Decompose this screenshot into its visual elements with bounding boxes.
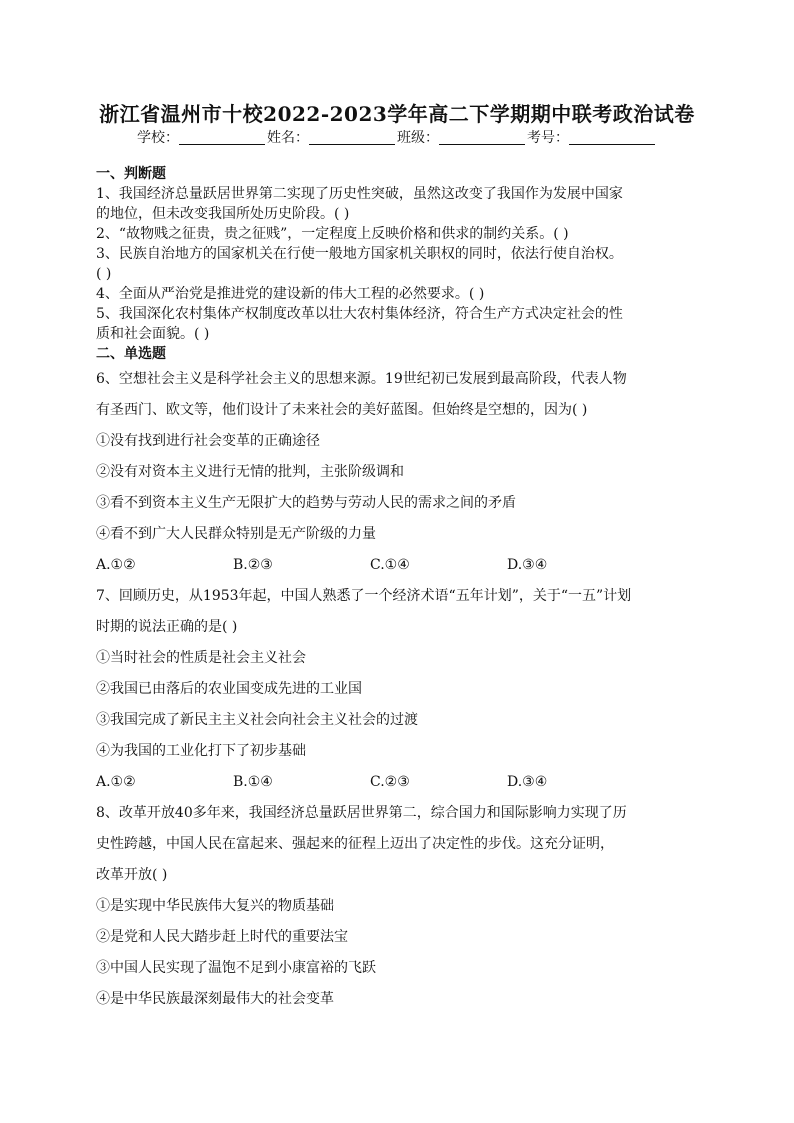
judgement-q4-line1: 4、全面从严治党是推进党的建设新的伟大工程的必然要求。( ) [96,286,485,302]
q6-statement-2: ②没有对资本主义进行无情的批判，主张阶级调和 [96,464,404,480]
class-label: 班级： [397,130,439,146]
q8-statement-2: ②是党和人民大踏步赶上时代的重要法宝 [96,929,348,945]
exam-no-label: 考号： [527,130,569,146]
q7-statement-4: ④为我国的工业化打下了初步基础 [96,743,306,759]
q6-stem-line2: 有圣西门、欧文等，他们设计了未来社会的美好蓝图。但始终是空想的，因为( ) [96,402,588,418]
q6-options [96,550,708,581]
name-label: 姓名： [267,130,309,146]
exam-content [96,164,708,1015]
q8-stem-line1: 8、改革开放40多年来，我国经济总量跃居世界第二，综合国力和国际影响力实现了历 [96,805,627,821]
judgement-q5-line1: 5、我国深化农村集体产权制度改革以壮大农村集体经济，符合生产方式决定社会的性 [96,306,623,322]
q8-statement-3: ③中国人民实现了温饱不足到小康富裕的飞跃 [96,960,376,976]
q6-option-a: A.①② [96,557,136,573]
q6-statement-1: ①没有找到进行社会变革的正确途径 [96,433,320,449]
q7-stem-line2: 时期的说法正确的是( ) [96,619,238,635]
student-info-row [0,127,794,147]
q7-statement-3: ③我国完成了新民主主义社会向社会主义社会的过渡 [96,712,418,728]
judgement-q1-line1: 1、我国经济总量跃居世界第二实现了历史性突破，虽然这改变了我国作为发展中国家 [96,186,623,202]
judgement-q5-line2: 质和社会面貌。( ) [96,326,210,342]
question-6 [96,364,708,581]
judgement-q2-line1: 2、“故物贱之征贵，贵之征贱”，一定程度上反映价格和供求的制约关系。( ) [96,226,569,242]
section-heading-single-choice: 二、单选题 [96,346,166,362]
name-blank [309,130,395,145]
class-blank [439,130,525,145]
q8-stem-line3: 改革开放( ) [96,867,168,883]
q7-statement-1: ①当时社会的性质是社会主义社会 [96,650,306,666]
q7-statement-2: ②我国已由落后的农业国变成先进的工业国 [96,681,362,697]
question-7 [96,581,708,798]
q6-option-b: B.②③ [233,557,273,573]
q7-option-c: C.②③ [370,774,410,790]
q6-stem-line1: 6、空想社会主义是科学社会主义的思想来源。19世纪初已发展到最高阶段，代表人物 [96,371,627,387]
q7-option-a: A.①② [96,774,136,790]
q7-options [96,767,708,798]
judgement-q1-line2: 的地位，但未改变我国所处历史阶段。( ) [96,206,350,222]
q6-statement-3: ③看不到资本主义生产无限扩大的趋势与劳动人民的需求之间的矛盾 [96,495,516,511]
school-blank [179,130,265,145]
exam-title: 浙江省温州市十校2022-2023学年高二下学期期中联考政治试卷 [99,102,695,126]
section-heading-judgement: 一、判断题 [96,166,166,182]
q6-option-d: D.③④ [507,557,548,573]
q8-stem-line2: 史性跨越，中国人民在富起来、强起来的征程上迈出了决定性的步伐。这充分证明， [96,836,614,852]
judgement-questions [96,184,708,344]
q8-statement-1: ①是实现中华民族伟大复兴的物质基础 [96,898,334,914]
q6-option-c: C.①④ [370,557,410,573]
q7-option-b: B.①④ [233,774,273,790]
q8-statement-4: ④是中华民族最深刻最伟大的社会变革 [96,991,334,1007]
exam-no-blank [569,130,655,145]
q6-statement-4: ④看不到广大人民群众特别是无产阶级的力量 [96,526,376,542]
q7-option-d: D.③④ [507,774,548,790]
q7-stem-line1: 7、回顾历史，从1953年起，中国人熟悉了一个经济术语“五年计划”，关于“一五”计划 [96,588,632,604]
judgement-q3-line2: ( ) [96,266,112,282]
judgement-q3-line1: 3、民族自治地方的国家机关在行使一般地方国家机关职权的同时，依法行使自治权。 [96,246,623,262]
question-8 [96,798,708,1015]
school-label: 学校： [137,130,179,146]
